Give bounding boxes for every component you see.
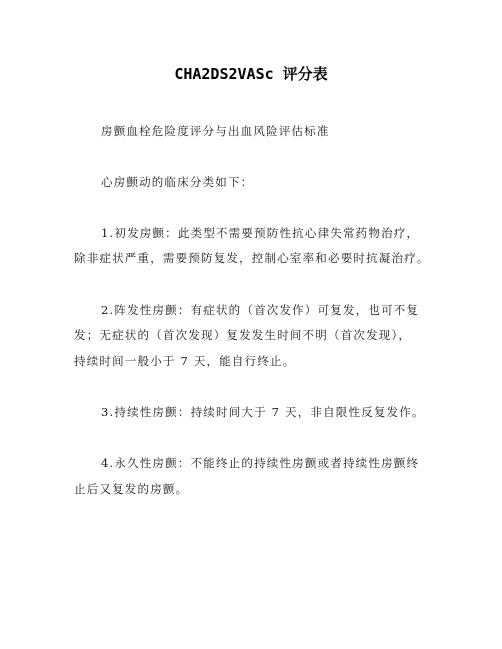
intro-paragraph: 心房颤动的临床分类如下： (101, 175, 254, 189)
item-3-line-1: 3.持续性房颤：持续时间大于 7 天，非自限性反复发作。 (101, 405, 425, 419)
item-4-line-2: 止后又复发的房颤。 (74, 482, 189, 496)
item-2-line-2: 发；无症状的（首次发现）复发发生时间不明（首次发现）， (74, 328, 412, 342)
item-4-line-1: 4.永久性房颤：不能终止的持续性房颤或者持续性房颤终 (101, 456, 420, 470)
item-2-line-1: 2.阵发性房颤：有症状的（首次发作）可复发，也可不复 (101, 303, 420, 317)
document-subtitle: 房颤血栓危险度评分与出血风险评估标准 (101, 124, 330, 138)
item-2-line-3: 持续时间一般小于 7 天，能自行终止。 (74, 354, 296, 368)
item-1-line-2: 除非症状严重，需要预防复发，控制心室率和必要时抗凝治疗。 (74, 251, 430, 265)
item-1-line-1: 1.初发房颤：此类型不需要预防性抗心律失常药物治疗， (101, 226, 420, 240)
document-title: CHA2DS2VASc 评分表 (174, 65, 328, 83)
